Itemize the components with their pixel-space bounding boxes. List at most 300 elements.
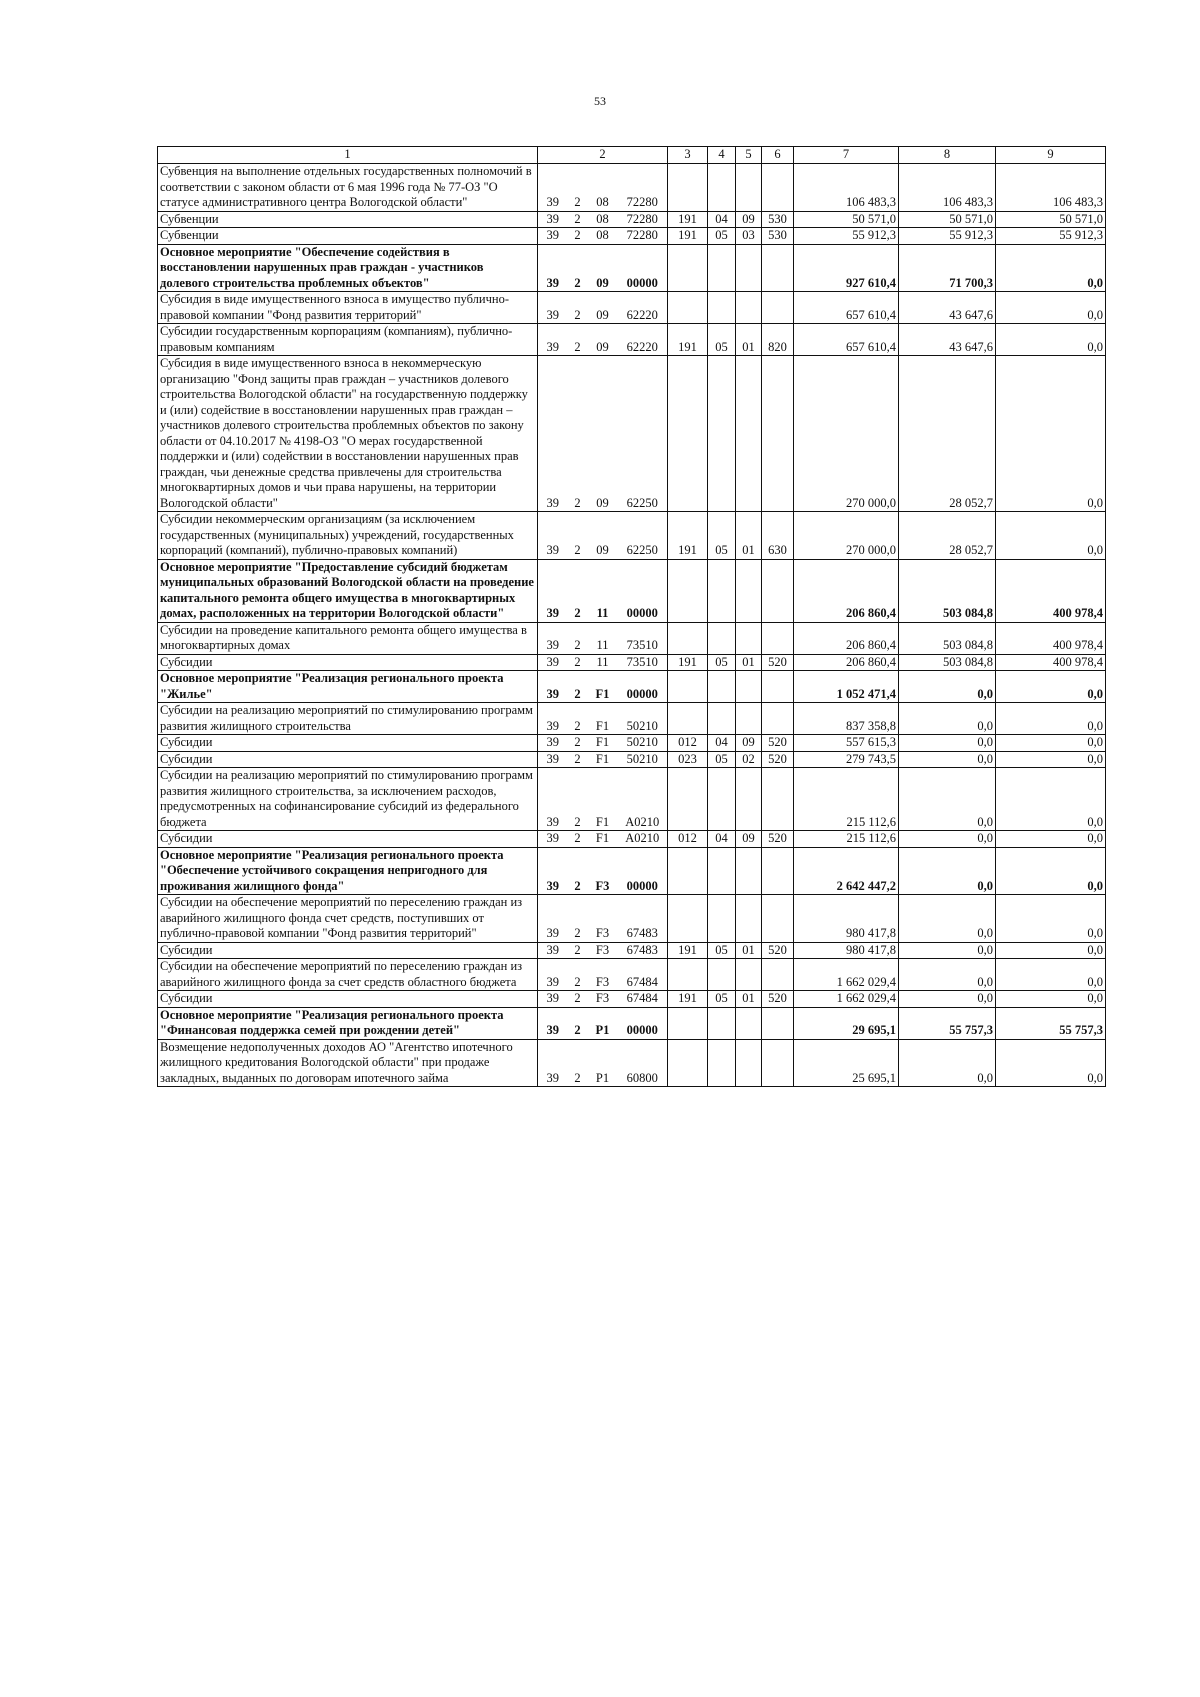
code-subprogram-cell: F1: [588, 703, 618, 735]
code-direction-cell: 50210: [618, 735, 668, 752]
table-row: [158, 735, 1106, 752]
table-row: [158, 751, 1106, 768]
row-name-cell: Субсидии на проведение капитального ремонта общего имущества в многоквартирных домах: [158, 622, 538, 654]
table-row: [158, 228, 1106, 245]
code-grbs-cell: 191: [668, 512, 708, 560]
amount-col7-cell: 279 743,5: [794, 751, 899, 768]
table-row: [158, 324, 1106, 356]
code-subsection-cell: [736, 292, 762, 324]
amount-col8-cell: 0,0: [899, 959, 996, 991]
table-row: [158, 768, 1106, 831]
code-program-cell: 2: [568, 942, 588, 959]
code-direction-cell: 72280: [618, 211, 668, 228]
code-subprogram-cell: 09: [588, 324, 618, 356]
amount-col7-cell: 206 860,4: [794, 622, 899, 654]
amount-col7-cell: 1 662 029,4: [794, 959, 899, 991]
code-subprogram-cell: F3: [588, 942, 618, 959]
amount-col9-cell: 0,0: [996, 356, 1106, 512]
amount-col9-cell: 0,0: [996, 751, 1106, 768]
code-direction-cell: 50210: [618, 703, 668, 735]
code-direction-cell: 62220: [618, 324, 668, 356]
row-name-cell: Субвенция на выполнение отдельных государственных полномочий в соответствии с законом области от 6 мая 1996 года № 77-ОЗ "О статусе административного центра Вологодской области": [158, 164, 538, 212]
code-admin-cell: 39: [538, 942, 568, 959]
code-section-cell: [708, 559, 736, 622]
amount-col8-cell: 0,0: [899, 768, 996, 831]
amount-col7-cell: 215 112,6: [794, 831, 899, 848]
code-subprogram-cell: F3: [588, 847, 618, 895]
code-section-cell: [708, 671, 736, 703]
table-row: [158, 622, 1106, 654]
header-cell-9: 9: [996, 147, 1106, 164]
code-admin-cell: 39: [538, 735, 568, 752]
code-admin-cell: 39: [538, 356, 568, 512]
amount-col9-cell: 0,0: [996, 671, 1106, 703]
code-subsection-cell: 01: [736, 991, 762, 1008]
code-subsection-cell: [736, 559, 762, 622]
code-grbs-cell: 191: [668, 324, 708, 356]
amount-col9-cell: 106 483,3: [996, 164, 1106, 212]
code-grbs-cell: 191: [668, 942, 708, 959]
code-admin-cell: 39: [538, 703, 568, 735]
code-subsection-cell: 02: [736, 751, 762, 768]
code-expense-type-cell: 520: [762, 735, 794, 752]
amount-col8-cell: 0,0: [899, 895, 996, 943]
code-expense-type-cell: [762, 622, 794, 654]
header-cell-5: 5: [736, 147, 762, 164]
amount-col7-cell: 1 052 471,4: [794, 671, 899, 703]
code-expense-type-cell: 520: [762, 991, 794, 1008]
code-admin-cell: 39: [538, 831, 568, 848]
code-section-cell: [708, 244, 736, 292]
code-admin-cell: 39: [538, 228, 568, 245]
code-admin-cell: 39: [538, 1039, 568, 1087]
code-program-cell: 2: [568, 847, 588, 895]
code-subsection-cell: 01: [736, 512, 762, 560]
code-direction-cell: 72280: [618, 164, 668, 212]
code-expense-type-cell: 520: [762, 654, 794, 671]
code-expense-type-cell: [762, 703, 794, 735]
row-name-cell: Основное мероприятие "Предоставление субсидий бюджетам муниципальных образований Вологодской области на проведение капитального ремонта общего имущества в многоквартирных домах, расположенных на территории Вологодской области": [158, 559, 538, 622]
code-subsection-cell: [736, 959, 762, 991]
code-section-cell: 05: [708, 512, 736, 560]
row-name-cell: Субвенции: [158, 211, 538, 228]
code-direction-cell: 73510: [618, 654, 668, 671]
amount-col7-cell: 837 358,8: [794, 703, 899, 735]
code-direction-cell: 62220: [618, 292, 668, 324]
code-subsection-cell: [736, 244, 762, 292]
amount-col9-cell: 0,0: [996, 292, 1106, 324]
code-admin-cell: 39: [538, 1007, 568, 1039]
code-subsection-cell: [736, 356, 762, 512]
code-expense-type-cell: 520: [762, 942, 794, 959]
table-row: [158, 292, 1106, 324]
code-program-cell: 2: [568, 735, 588, 752]
code-grbs-cell: [668, 292, 708, 324]
code-subsection-cell: 01: [736, 942, 762, 959]
code-subprogram-cell: 09: [588, 512, 618, 560]
amount-col8-cell: 0,0: [899, 991, 996, 1008]
code-section-cell: 05: [708, 324, 736, 356]
code-grbs-cell: [668, 622, 708, 654]
page-number: 53: [594, 94, 606, 108]
amount-col7-cell: 557 615,3: [794, 735, 899, 752]
code-admin-cell: 39: [538, 991, 568, 1008]
code-section-cell: 05: [708, 991, 736, 1008]
code-section-cell: 04: [708, 211, 736, 228]
code-subsection-cell: [736, 164, 762, 212]
code-subprogram-cell: 09: [588, 292, 618, 324]
code-grbs-cell: 191: [668, 211, 708, 228]
amount-col9-cell: 0,0: [996, 703, 1106, 735]
table-row: [158, 654, 1106, 671]
amount-col9-cell: 0,0: [996, 735, 1106, 752]
table-row: [158, 959, 1106, 991]
code-grbs-cell: 191: [668, 991, 708, 1008]
code-section-cell: [708, 768, 736, 831]
code-program-cell: 2: [568, 512, 588, 560]
row-name-cell: Субсидии на обеспечение мероприятий по переселению граждан из аварийного жилищного фонда счет средств, поступивших от публично-правовой компании "Фонд развития территорий": [158, 895, 538, 943]
code-subprogram-cell: 11: [588, 622, 618, 654]
row-name-cell: Субсидия в виде имущественного взноса в некоммерческую организацию "Фонд защиты прав граждан – участников долевого строительства Вологодской области" на государственную поддержку и (или) содействие в восстановлении нарушенных прав граждан – участников долевого строительства проблемных объектов по закону области от 04.10.2017 № 4198-ОЗ "О мерах государственной поддержки и (или) содействии в восстановлении нарушенных прав граждан, чьи денежные средства привлечены для строительства многоквартирных домов и чьи права нарушены, на территории Вологодской области": [158, 356, 538, 512]
code-program-cell: 2: [568, 703, 588, 735]
amount-col7-cell: 25 695,1: [794, 1039, 899, 1087]
code-expense-type-cell: [762, 671, 794, 703]
code-direction-cell: 00000: [618, 559, 668, 622]
amount-col7-cell: 1 662 029,4: [794, 991, 899, 1008]
code-subsection-cell: [736, 847, 762, 895]
amount-col7-cell: 657 610,4: [794, 292, 899, 324]
code-section-cell: [708, 164, 736, 212]
code-expense-type-cell: [762, 244, 794, 292]
row-name-cell: Субсидии на реализацию мероприятий по стимулированию программ развития жилищного строительства, за исключением расходов, предусмотренных на софинансирование субсидий из федерального бюджета: [158, 768, 538, 831]
amount-col8-cell: 0,0: [899, 751, 996, 768]
code-program-cell: 2: [568, 768, 588, 831]
table-row: [158, 847, 1106, 895]
code-program-cell: 2: [568, 895, 588, 943]
amount-col8-cell: 0,0: [899, 703, 996, 735]
code-direction-cell: 67483: [618, 895, 668, 943]
code-grbs-cell: 191: [668, 228, 708, 245]
header-cell-6: 6: [762, 147, 794, 164]
row-name-cell: Субсидии на обеспечение мероприятий по переселению граждан из аварийного жилищного фонда за счет средств областного бюджета: [158, 959, 538, 991]
code-grbs-cell: 012: [668, 735, 708, 752]
code-program-cell: 2: [568, 1039, 588, 1087]
code-section-cell: 04: [708, 735, 736, 752]
code-expense-type-cell: [762, 559, 794, 622]
code-program-cell: 2: [568, 324, 588, 356]
table-row: [158, 895, 1106, 943]
code-expense-type-cell: [762, 164, 794, 212]
code-grbs-cell: [668, 244, 708, 292]
code-subprogram-cell: F1: [588, 751, 618, 768]
amount-col8-cell: 28 052,7: [899, 356, 996, 512]
code-admin-cell: 39: [538, 671, 568, 703]
code-subprogram-cell: F3: [588, 991, 618, 1008]
amount-col9-cell: 0,0: [996, 244, 1106, 292]
amount-col8-cell: 43 647,6: [899, 292, 996, 324]
header-cell-1: 1: [158, 147, 538, 164]
code-program-cell: 2: [568, 991, 588, 1008]
code-section-cell: [708, 1007, 736, 1039]
row-name-cell: Основное мероприятие "Реализация регионального проекта "Обеспечение устойчивого сокращения непригодного для проживания жилищного фонда": [158, 847, 538, 895]
amount-col7-cell: 106 483,3: [794, 164, 899, 212]
code-program-cell: 2: [568, 211, 588, 228]
code-section-cell: [708, 1039, 736, 1087]
code-direction-cell: 60800: [618, 1039, 668, 1087]
amount-col8-cell: 0,0: [899, 671, 996, 703]
code-direction-cell: 62250: [618, 512, 668, 560]
code-grbs-cell: [668, 703, 708, 735]
code-section-cell: 05: [708, 751, 736, 768]
code-section-cell: 05: [708, 654, 736, 671]
amount-col8-cell: 0,0: [899, 735, 996, 752]
row-name-cell: Субсидии некоммерческим организациям (за исключением государственных (муниципальных) учреждений, государственных корпораций (компаний), публично-правовых компаний): [158, 512, 538, 560]
code-section-cell: 05: [708, 942, 736, 959]
row-name-cell: Субсидии: [158, 831, 538, 848]
code-section-cell: [708, 895, 736, 943]
code-section-cell: [708, 356, 736, 512]
code-grbs-cell: [668, 671, 708, 703]
header-cell-8: 8: [899, 147, 996, 164]
code-subprogram-cell: 09: [588, 244, 618, 292]
code-subsection-cell: [736, 1039, 762, 1087]
header-cell-3: 3: [668, 147, 708, 164]
code-program-cell: 2: [568, 164, 588, 212]
amount-col8-cell: 503 084,8: [899, 654, 996, 671]
row-name-cell: Субсидии: [158, 991, 538, 1008]
amount-col9-cell: 0,0: [996, 959, 1106, 991]
table-row: [158, 559, 1106, 622]
code-program-cell: 2: [568, 751, 588, 768]
code-subsection-cell: 09: [736, 831, 762, 848]
code-program-cell: 2: [568, 292, 588, 324]
code-expense-type-cell: 630: [762, 512, 794, 560]
row-name-cell: Субсидии государственным корпорациям (компаниям), публично-правовым компаниям: [158, 324, 538, 356]
code-subprogram-cell: 09: [588, 356, 618, 512]
row-name-cell: Субсидии: [158, 942, 538, 959]
code-admin-cell: 39: [538, 292, 568, 324]
code-subsection-cell: [736, 1007, 762, 1039]
row-name-cell: Субсидии: [158, 735, 538, 752]
code-grbs-cell: [668, 847, 708, 895]
table-row: [158, 703, 1106, 735]
code-subsection-cell: [736, 622, 762, 654]
code-section-cell: [708, 622, 736, 654]
table-row: [158, 211, 1106, 228]
code-section-cell: [708, 292, 736, 324]
code-subprogram-cell: F1: [588, 831, 618, 848]
code-expense-type-cell: 520: [762, 831, 794, 848]
code-program-cell: 2: [568, 654, 588, 671]
code-section-cell: [708, 959, 736, 991]
code-grbs-cell: [668, 356, 708, 512]
row-name-cell: Субсидии: [158, 654, 538, 671]
amount-col9-cell: 400 978,4: [996, 622, 1106, 654]
amount-col8-cell: 503 084,8: [899, 559, 996, 622]
code-expense-type-cell: 530: [762, 211, 794, 228]
code-subprogram-cell: P1: [588, 1039, 618, 1087]
amount-col7-cell: 206 860,4: [794, 559, 899, 622]
amount-col8-cell: 0,0: [899, 847, 996, 895]
amount-col7-cell: 980 417,8: [794, 895, 899, 943]
code-subprogram-cell: 08: [588, 164, 618, 212]
code-direction-cell: 67483: [618, 942, 668, 959]
budget-table: [157, 146, 1106, 1087]
code-grbs-cell: [668, 559, 708, 622]
code-grbs-cell: [668, 1007, 708, 1039]
amount-col7-cell: 927 610,4: [794, 244, 899, 292]
amount-col7-cell: 270 000,0: [794, 512, 899, 560]
code-direction-cell: A0210: [618, 768, 668, 831]
amount-col7-cell: 50 571,0: [794, 211, 899, 228]
code-direction-cell: 67484: [618, 991, 668, 1008]
row-name-cell: Основное мероприятие "Реализация регионального проекта "Жилье": [158, 671, 538, 703]
row-name-cell: Основное мероприятие "Реализация регионального проекта "Финансовая поддержка семей при рождении детей": [158, 1007, 538, 1039]
header-cell-7: 7: [794, 147, 899, 164]
amount-col9-cell: 0,0: [996, 991, 1106, 1008]
code-subsection-cell: 09: [736, 735, 762, 752]
amount-col9-cell: 0,0: [996, 942, 1106, 959]
code-direction-cell: 62250: [618, 356, 668, 512]
code-program-cell: 2: [568, 622, 588, 654]
table-row: [158, 671, 1106, 703]
code-admin-cell: 39: [538, 512, 568, 560]
code-subsection-cell: [736, 895, 762, 943]
code-program-cell: 2: [568, 671, 588, 703]
code-direction-cell: 00000: [618, 671, 668, 703]
amount-col8-cell: 71 700,3: [899, 244, 996, 292]
amount-col8-cell: 50 571,0: [899, 211, 996, 228]
code-admin-cell: 39: [538, 324, 568, 356]
code-expense-type-cell: 530: [762, 228, 794, 245]
amount-col7-cell: 270 000,0: [794, 356, 899, 512]
amount-col7-cell: 657 610,4: [794, 324, 899, 356]
code-subprogram-cell: 11: [588, 559, 618, 622]
amount-col9-cell: 0,0: [996, 831, 1106, 848]
code-subprogram-cell: 11: [588, 654, 618, 671]
amount-col9-cell: 0,0: [996, 895, 1106, 943]
amount-col9-cell: 400 978,4: [996, 654, 1106, 671]
amount-col8-cell: 55 912,3: [899, 228, 996, 245]
amount-col7-cell: 215 112,6: [794, 768, 899, 831]
code-grbs-cell: [668, 768, 708, 831]
amount-col7-cell: 206 860,4: [794, 654, 899, 671]
table-row: [158, 1039, 1106, 1087]
row-name-cell: Субсидии на реализацию мероприятий по стимулированию программ развития жилищного строительства: [158, 703, 538, 735]
amount-col8-cell: 43 647,6: [899, 324, 996, 356]
row-name-cell: Субсидия в виде имущественного взноса в имущество публично-правовой компании "Фонд развития территорий": [158, 292, 538, 324]
code-subsection-cell: 01: [736, 324, 762, 356]
code-grbs-cell: [668, 164, 708, 212]
code-subprogram-cell: 08: [588, 228, 618, 245]
code-grbs-cell: [668, 895, 708, 943]
code-subprogram-cell: F1: [588, 735, 618, 752]
amount-col9-cell: 55 912,3: [996, 228, 1106, 245]
row-name-cell: Субвенции: [158, 228, 538, 245]
code-subsection-cell: [736, 768, 762, 831]
code-direction-cell: 00000: [618, 1007, 668, 1039]
code-subprogram-cell: F1: [588, 671, 618, 703]
code-program-cell: 2: [568, 959, 588, 991]
code-direction-cell: 67484: [618, 959, 668, 991]
code-direction-cell: 50210: [618, 751, 668, 768]
code-direction-cell: 00000: [618, 244, 668, 292]
amount-col8-cell: 28 052,7: [899, 512, 996, 560]
code-grbs-cell: [668, 959, 708, 991]
amount-col9-cell: 55 757,3: [996, 1007, 1106, 1039]
code-expense-type-cell: [762, 959, 794, 991]
amount-col9-cell: 0,0: [996, 324, 1106, 356]
code-section-cell: [708, 703, 736, 735]
code-section-cell: 04: [708, 831, 736, 848]
row-name-cell: Возмещение недополученных доходов АО "Агентство ипотечного жилищного кредитования Вологодской области" при продаже закладных, выданных по договорам ипотечного займа: [158, 1039, 538, 1087]
code-admin-cell: 39: [538, 211, 568, 228]
amount-col8-cell: 503 084,8: [899, 622, 996, 654]
table-row: [158, 356, 1106, 512]
code-expense-type-cell: [762, 768, 794, 831]
code-subprogram-cell: F3: [588, 895, 618, 943]
code-admin-cell: 39: [538, 768, 568, 831]
amount-col9-cell: 0,0: [996, 1039, 1106, 1087]
code-program-cell: 2: [568, 559, 588, 622]
amount-col7-cell: 29 695,1: [794, 1007, 899, 1039]
code-expense-type-cell: [762, 847, 794, 895]
code-admin-cell: 39: [538, 847, 568, 895]
code-expense-type-cell: [762, 1039, 794, 1087]
code-admin-cell: 39: [538, 559, 568, 622]
amount-col9-cell: 400 978,4: [996, 559, 1106, 622]
code-expense-type-cell: 520: [762, 751, 794, 768]
header-cell-4: 4: [708, 147, 736, 164]
code-program-cell: 2: [568, 831, 588, 848]
code-admin-cell: 39: [538, 654, 568, 671]
code-section-cell: [708, 847, 736, 895]
code-program-cell: 2: [568, 1007, 588, 1039]
amount-col8-cell: 55 757,3: [899, 1007, 996, 1039]
code-admin-cell: 39: [538, 244, 568, 292]
code-admin-cell: 39: [538, 959, 568, 991]
code-direction-cell: 72280: [618, 228, 668, 245]
table-header-row: [158, 147, 1106, 164]
code-section-cell: 05: [708, 228, 736, 245]
table-row: [158, 831, 1106, 848]
code-direction-cell: A0210: [618, 831, 668, 848]
code-program-cell: 2: [568, 356, 588, 512]
code-expense-type-cell: [762, 292, 794, 324]
code-grbs-cell: [668, 1039, 708, 1087]
amount-col7-cell: 980 417,8: [794, 942, 899, 959]
code-admin-cell: 39: [538, 164, 568, 212]
amount-col9-cell: 50 571,0: [996, 211, 1106, 228]
code-subsection-cell: 01: [736, 654, 762, 671]
code-grbs-cell: 012: [668, 831, 708, 848]
code-subsection-cell: 09: [736, 211, 762, 228]
amount-col7-cell: 55 912,3: [794, 228, 899, 245]
table-row: [158, 942, 1106, 959]
amount-col8-cell: 0,0: [899, 942, 996, 959]
code-admin-cell: 39: [538, 751, 568, 768]
amount-col8-cell: 0,0: [899, 831, 996, 848]
code-subprogram-cell: 08: [588, 211, 618, 228]
amount-col7-cell: 2 642 447,2: [794, 847, 899, 895]
row-name-cell: Основное мероприятие "Обеспечение содействия в восстановлении нарушенных прав граждан - участников долевого строительства проблемных объектов": [158, 244, 538, 292]
amount-col8-cell: 106 483,3: [899, 164, 996, 212]
code-grbs-cell: 191: [668, 654, 708, 671]
code-direction-cell: 00000: [618, 847, 668, 895]
code-subprogram-cell: F1: [588, 768, 618, 831]
amount-col9-cell: 0,0: [996, 512, 1106, 560]
code-subprogram-cell: F3: [588, 959, 618, 991]
